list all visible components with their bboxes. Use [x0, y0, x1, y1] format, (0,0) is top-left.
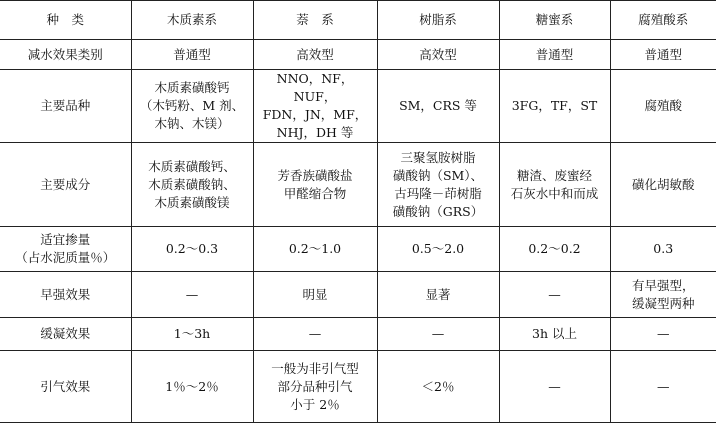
table-cell: —	[499, 351, 610, 423]
header-naphthalene: 萘 系	[253, 1, 377, 40]
table-row	[0, 70, 716, 143]
table-cell: 一般为非引气型 部分品种引气 小于 2％	[253, 351, 377, 423]
header-row	[0, 1, 716, 40]
table-cell: 木质素磺酸钙、 木质素磺酸钠、 木质素磺酸镁	[131, 143, 253, 227]
table-cell: 三聚氢胺树脂 磺酸钠（SM）、 古玛隆－茚树脂 磺酸钠（GRS）	[377, 143, 499, 227]
table-row	[0, 318, 716, 351]
row-label: 适宜掺量 （占水泥质量％）	[0, 227, 131, 272]
header-lignin: 木质素系	[131, 1, 253, 40]
table-cell: 明显	[253, 272, 377, 318]
table-cell: —	[253, 318, 377, 351]
table-cell: SM，CRS 等	[377, 70, 499, 143]
table-cell: 0.2～1.0	[253, 227, 377, 272]
table-cell: 0.3	[610, 227, 716, 272]
table-cell: ＜2％	[377, 351, 499, 423]
table-cell: 0.2～0.3	[131, 227, 253, 272]
table-cell: 芳香族磺酸盐 甲醛缩合物	[253, 143, 377, 227]
row-label: 主要品种	[0, 70, 131, 143]
table-cell: —	[377, 318, 499, 351]
table-cell: NNO，NF，NUF， FDN，JN，MF， NHJ，DH 等	[253, 70, 377, 143]
table-cell: 高效型	[377, 40, 499, 70]
header-humic-acid: 腐殖酸系	[610, 1, 716, 40]
table-cell: —	[610, 351, 716, 423]
table-cell: 普通型	[131, 40, 253, 70]
table-row	[0, 143, 716, 227]
table-cell: 显著	[377, 272, 499, 318]
header-type: 种 类	[0, 1, 131, 40]
table-cell: 3h 以上	[499, 318, 610, 351]
table-cell: 木质素磺酸钙 （木钙粉、M 剂、 木钠、木镁）	[131, 70, 253, 143]
table-cell: 普通型	[499, 40, 610, 70]
row-label: 主要成分	[0, 143, 131, 227]
table-cell: 糖渣、废蜜经 石灰水中和而成	[499, 143, 610, 227]
table-cell: 1％～2％	[131, 351, 253, 423]
table-cell: 腐殖酸	[610, 70, 716, 143]
table-row	[0, 227, 716, 272]
table-row	[0, 351, 716, 423]
table-cell: —	[610, 318, 716, 351]
row-label: 引气效果	[0, 351, 131, 423]
table-row	[0, 40, 716, 70]
header-resin: 树脂系	[377, 1, 499, 40]
table-cell: —	[499, 272, 610, 318]
table-cell: 磺化胡敏酸	[610, 143, 716, 227]
table-cell: 高效型	[253, 40, 377, 70]
table-cell: 1～3h	[131, 318, 253, 351]
table-cell: 3FG，TF，ST	[499, 70, 610, 143]
table-cell: 0.5～2.0	[377, 227, 499, 272]
table-cell: —	[131, 272, 253, 318]
row-label: 缓凝效果	[0, 318, 131, 351]
row-label: 早强效果	[0, 272, 131, 318]
table-cell: 有早强型， 缓凝型两种	[610, 272, 716, 318]
table-row	[0, 272, 716, 318]
header-molasses: 糖蜜系	[499, 1, 610, 40]
row-label: 减水效果类别	[0, 40, 131, 70]
table-cell: 0.2～0.2	[499, 227, 610, 272]
table-cell: 普通型	[610, 40, 716, 70]
